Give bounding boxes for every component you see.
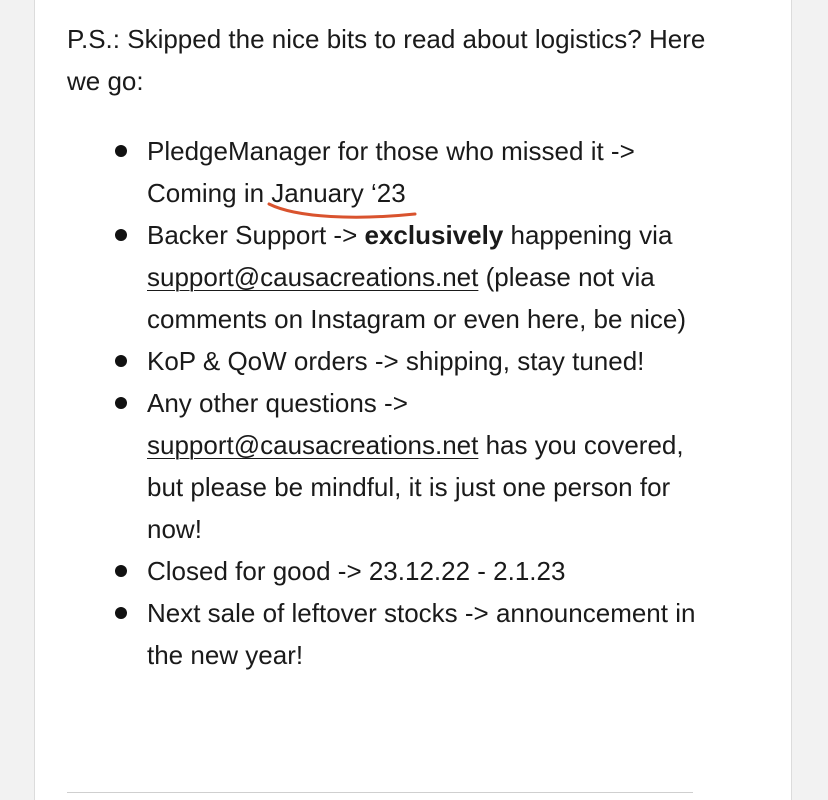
bullet-dot-icon xyxy=(115,145,127,157)
item-text: Closed for good -> 23.12.22 - 2.1.23 xyxy=(147,556,566,586)
item-text: has you covered, but please be mindful, it is just one person for now! xyxy=(147,430,684,544)
bullet-dot-icon xyxy=(115,229,127,241)
bullet-dot-icon xyxy=(115,355,127,367)
item-text: KoP & QoW orders -> shipping, stay tuned! xyxy=(147,346,645,376)
bullet-dot-icon xyxy=(115,607,127,619)
ps-intro-text: P.S.: Skipped the nice bits to read about logistics? Here we go: xyxy=(67,24,706,96)
item-text: happening via xyxy=(503,220,673,250)
item-text: (please not via comments on Instagram or even here, be nice) xyxy=(147,262,687,334)
support-email-link[interactable]: support@causacreations.net xyxy=(147,430,479,460)
support-email-link[interactable]: support@causacreations.net xyxy=(147,262,479,292)
list-item-pledgemanager xyxy=(67,130,707,214)
post-body xyxy=(67,18,707,676)
section-divider xyxy=(67,792,693,793)
list-item-orders xyxy=(67,340,707,382)
list-item-closed xyxy=(67,550,707,592)
highlight-text: January ‘23 xyxy=(271,178,406,208)
highlighted-date xyxy=(271,172,405,214)
list-item-questions xyxy=(67,382,707,550)
item-text: Next sale of leftover stocks -> announcement in the new year! xyxy=(147,598,696,670)
bullet-dot-icon xyxy=(115,397,127,409)
emphasis-text: exclusively xyxy=(364,220,504,250)
logistics-list xyxy=(67,130,707,676)
item-text: PledgeManager for those who missed it -> Coming in xyxy=(147,136,635,208)
list-item-next-sale xyxy=(67,592,707,676)
list-item-backer-support xyxy=(67,214,707,340)
bullet-dot-icon xyxy=(115,565,127,577)
item-text: Any other questions -> xyxy=(147,388,408,418)
item-text: Backer Support -> xyxy=(147,220,365,250)
